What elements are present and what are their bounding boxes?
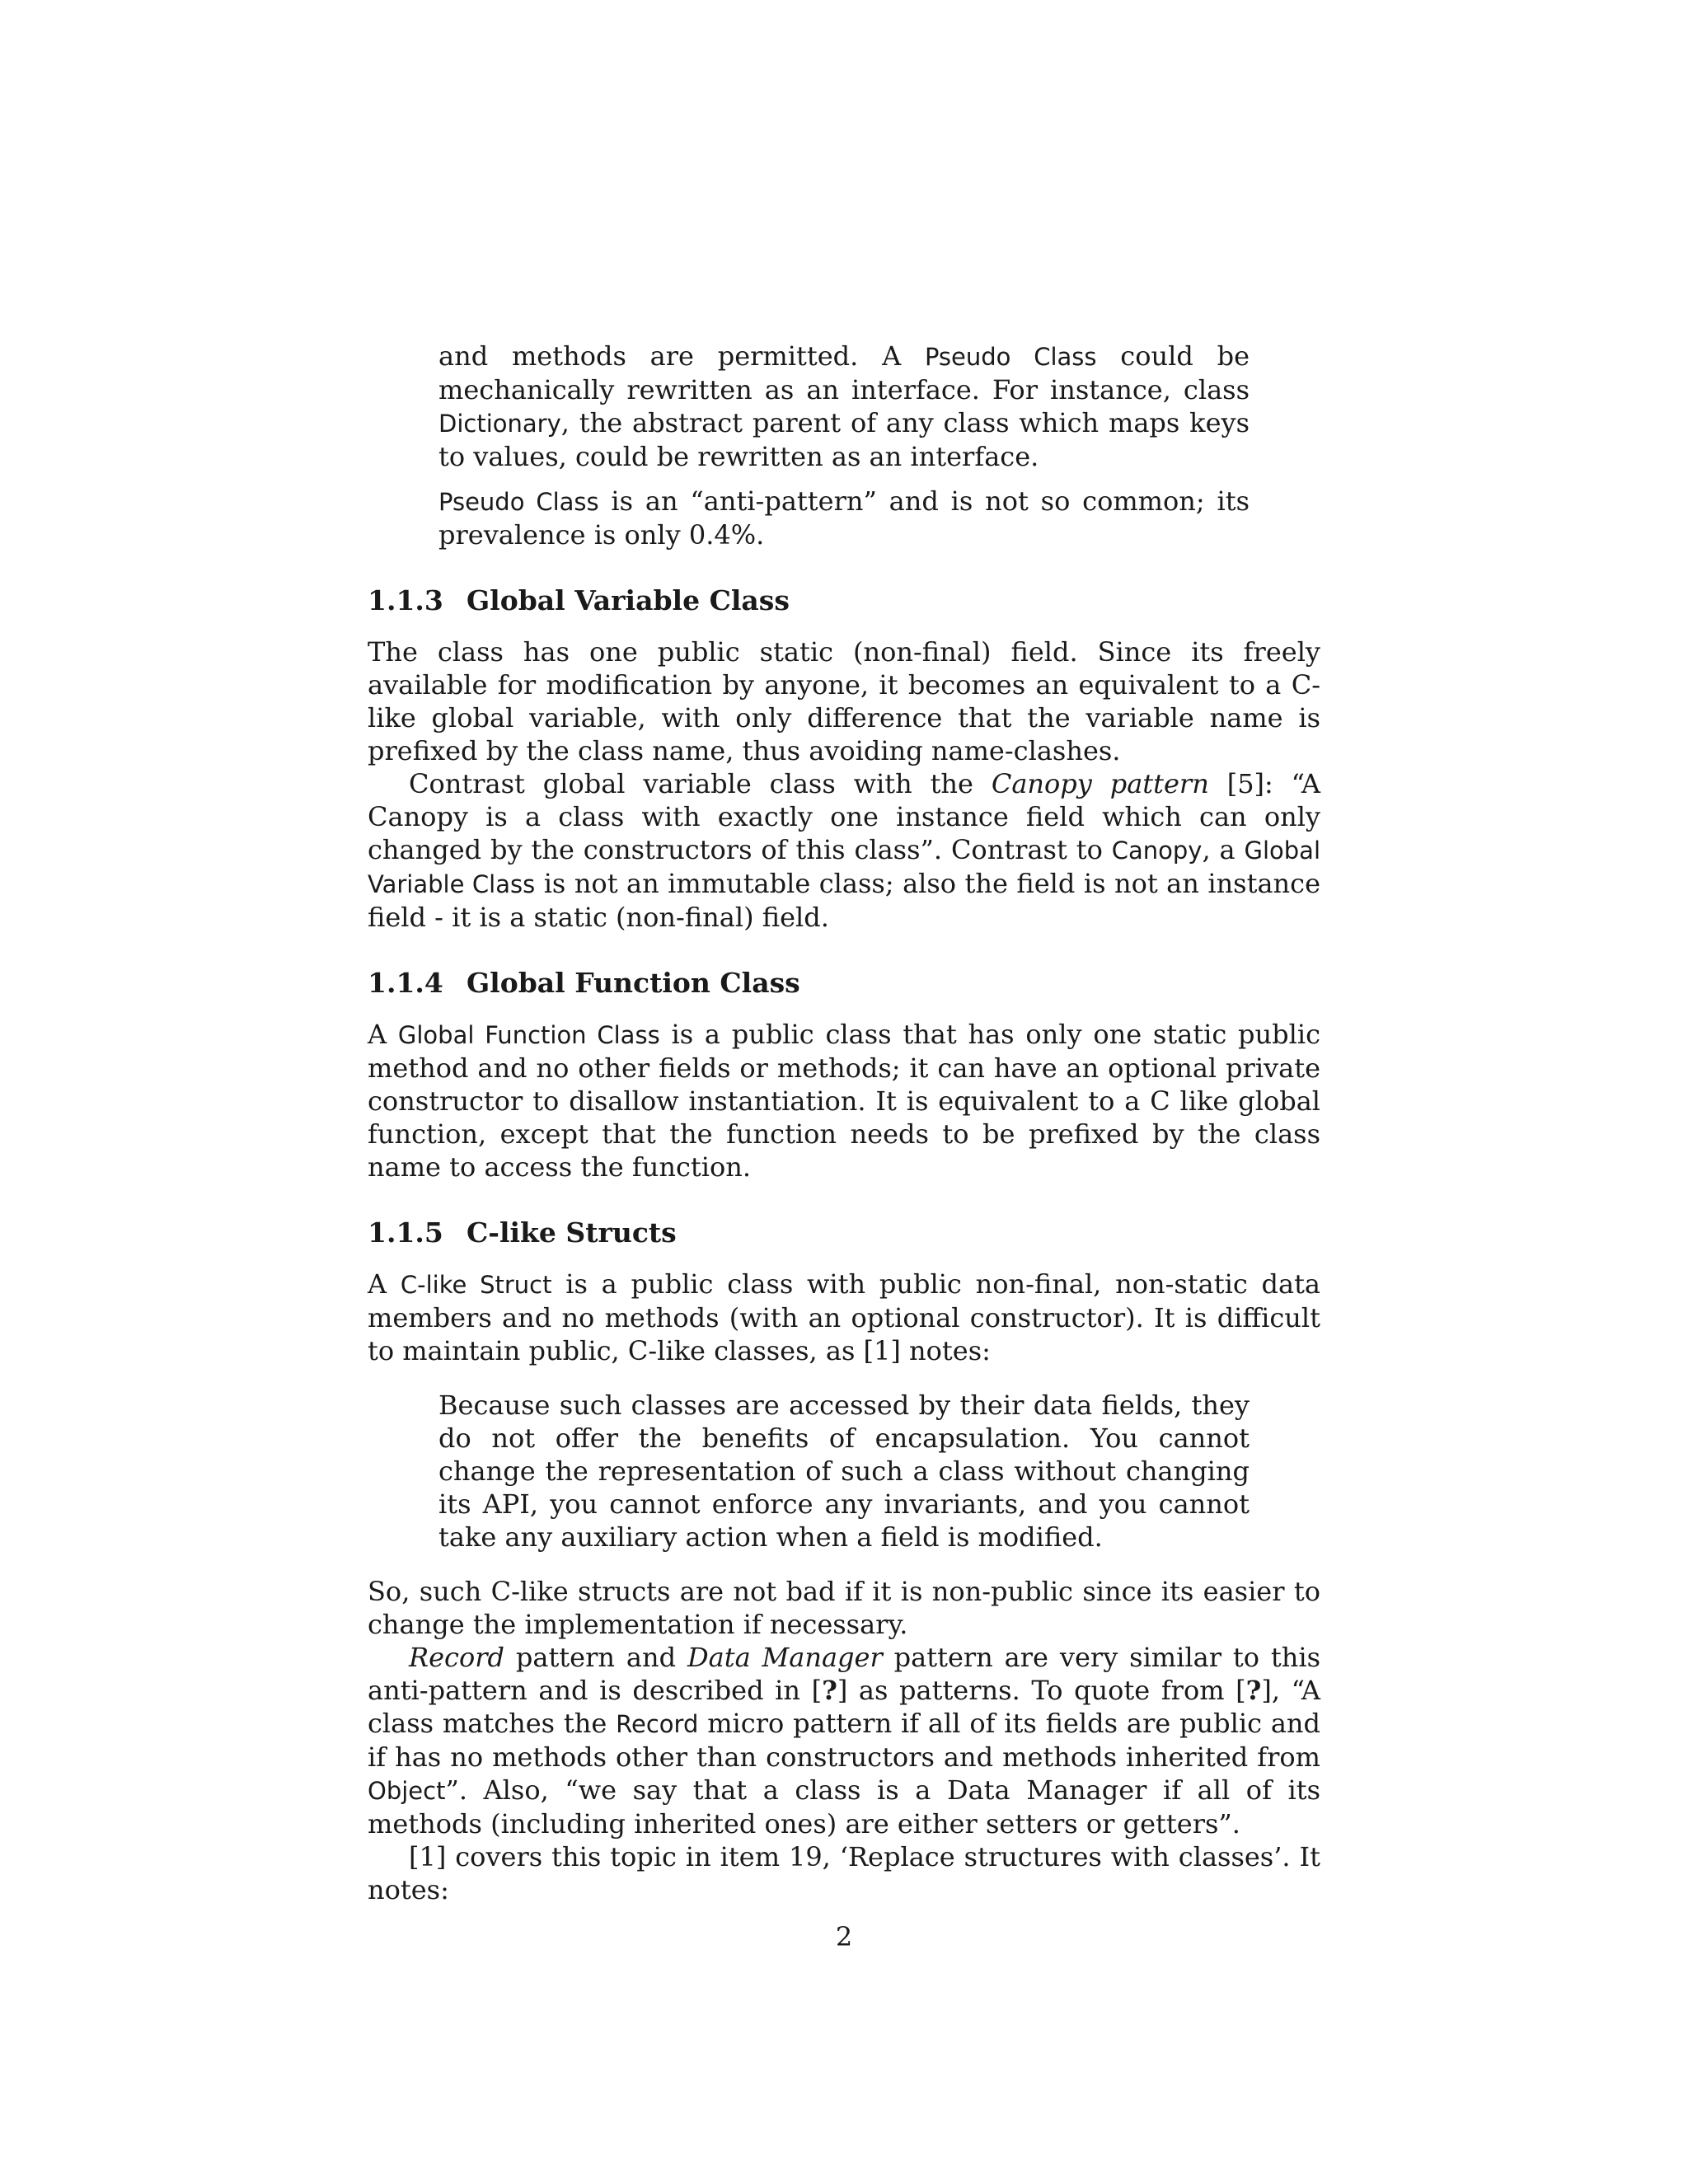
paragraph-item-19: [1] covers this topic in item 19, ‘Replace structures with classes’. It notes: — [368, 1841, 1320, 1905]
paragraph-c-like-struct — [368, 1268, 1320, 1367]
section-number: 1.1.5 — [368, 1216, 443, 1249]
code-term-pseudo-class: Pseudo Class — [438, 488, 599, 516]
text-run: A — [368, 1268, 401, 1300]
text-run: ], “A class matches the — [368, 1675, 1321, 1739]
paragraph-global-function-class — [368, 1018, 1320, 1183]
text-run: ”. Also, “we say that a class is a Data Manager if all of its methods (including inherited ones) are either setters or getters”. — [368, 1774, 1320, 1840]
text-run: [5]: “A Canopy is a class with exactly one instance field which can only changed by the constructors of this class”. Contrast to — [368, 768, 1321, 865]
paragraph-pseudo-class-prevalence — [438, 485, 1250, 551]
code-term-pseudo-class: Pseudo Class — [924, 343, 1097, 371]
section-title: C-like Structs — [467, 1216, 677, 1249]
text-run: and methods are permitted. A — [438, 340, 925, 372]
text-run: is a public class that has only one static public method and no other fields or methods; it can have an optional private constructor to disallow instantiation. It is equivalent to a C like global function, except that the function needs to be prefixed by the class name to access the function. — [368, 1019, 1321, 1183]
text-run: pattern are very similar to this anti-pattern and is described in [ — [368, 1642, 1321, 1706]
emphasis-canopy-pattern: Canopy pattern — [991, 768, 1209, 799]
paragraph-pseudo-class-interface — [438, 340, 1250, 473]
section-title: Global Variable Class — [467, 584, 790, 616]
paragraph-canopy-contrast — [368, 767, 1320, 934]
section-heading-1-1-3 — [368, 584, 1320, 617]
text-column — [368, 340, 1320, 1906]
section-number: 1.1.3 — [368, 584, 443, 616]
text-run: Contrast global variable class with the — [409, 768, 992, 799]
citation-missing: ? — [1245, 1675, 1262, 1706]
citation-missing: ? — [822, 1675, 837, 1706]
paragraph-c-like-structs-not-bad: So, such C-like structs are not bad if it is non-public since its easier to change the implementation if necessary. — [368, 1576, 1320, 1640]
text-run: is an “anti-pattern” and is not so common; its prevalence is only 0.4%. — [438, 485, 1250, 551]
emphasis-record: Record — [409, 1642, 504, 1673]
page-number: 2 — [835, 1921, 853, 1952]
emphasis-data-manager: Data Manager — [687, 1642, 883, 1673]
section-heading-1-1-4 — [368, 967, 1320, 1000]
code-term-record: Record — [616, 1710, 699, 1738]
code-term-global-function-class: Global Function Class — [397, 1021, 660, 1049]
text-run: is a public class with public non-final, non-static data members and no methods (with an optional constructor). It is difficult to maintain public, C-like classes, as [1] notes: — [368, 1268, 1321, 1366]
code-term-dictionary: Dictionary — [438, 410, 561, 438]
paragraph-record-data-manager — [368, 1641, 1320, 1840]
text-run: is not an immutable class; also the field is not an instance field - it is a static (non-final) field. — [368, 868, 1321, 933]
text-run: , a — [1202, 834, 1245, 865]
text-run: could be mechanically rewritten as an interface. For instance, class — [438, 340, 1250, 405]
code-term-global-variable-class: Global Variable Class — [368, 837, 1321, 898]
block-quote: Because such classes are accessed by their data fields, they do not offer the benefits of encapsulation. You cannot change the representation of such a class without changing its API, you cannot enforce any invariants, and you cannot take any auxiliary action when a field is modified. — [438, 1390, 1250, 1553]
text-run: micro pattern if all of its fields are public and if has no methods other than constructors and methods inherited from — [368, 1708, 1321, 1773]
code-term-canopy: Canopy — [1111, 837, 1203, 865]
text-run: ] as patterns. To quote from [ — [837, 1675, 1246, 1706]
section-heading-1-1-5 — [368, 1216, 1320, 1249]
text-run: , the abstract parent of any class which maps keys to values, could be rewritten as an interface. — [438, 407, 1250, 472]
section-title: Global Function Class — [467, 967, 800, 999]
code-term-object: Object — [368, 1777, 446, 1805]
code-term-c-like-struct: C-like Struct — [400, 1271, 552, 1299]
paragraph-global-variable-class: The class has one public static (non-final) field. Since its freely available for modification by anyone, it becomes an equivalent to a C-like global variable, with only difference that the variable name is prefixed by the class name, thus avoiding name-clashes. — [368, 636, 1320, 766]
section-number: 1.1.4 — [368, 967, 443, 999]
text-run: A — [368, 1019, 398, 1050]
text-run: pattern and — [504, 1642, 687, 1673]
